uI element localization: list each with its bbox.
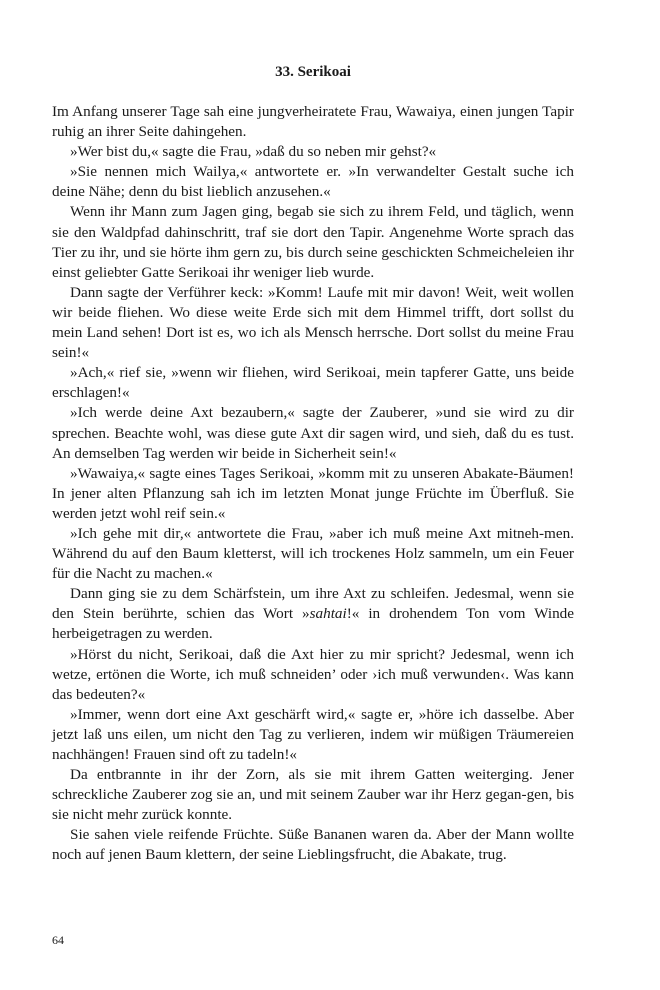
paragraph-10 [52,584,574,644]
paragraph-10-emphasis: sahtai [309,605,347,623]
paragraph-14: Sie sahen viele reifende Früchte. Süße Bananen waren da. Aber der Mann wollte noch auf jenen Baum klettern, der seine Lieblingsfrucht, die Abakate, trug. [52,826,574,864]
paragraph-7: »Ich werde deine Axt bezaubern,« sagte der Zauberer, »und sie wird zu dir sprechen. Beachte wohl, was diese gute Axt dir sagen wird, und sieh, daß du es tust. An demselben Tag werden wir beide in Sicherheit sein!« [52,404,574,462]
chapter-title: 33. Serikoai [275,64,351,80]
paragraph-10-end: !« in drohendem Ton vom Winde herbeigetragen zu werden. [52,605,574,643]
paragraph-13: Da entbrannte in ihr der Zorn, als sie mit ihrem Gatten weiterging. Jener schreckliche Zauberer zog sie an, und mit seinem Zauber war ihr Herz gegan-gen, bis sie nicht mehr zurück konnte. [52,766,574,824]
paragraph-9: »Ich gehe mit dir,« antwortete die Frau, »aber ich muß meine Axt mitneh-men. Während du auf den Baum kletterst, will ich trockenes Holz sammeln, um ein Feuer für die Nacht zu machen.« [52,524,574,583]
page-number: 64 [52,933,64,947]
paragraph-10-start: Dann ging sie zu dem Schärfstein, um ihre Axt zu schleifen. Jedesmal, wenn sie den Stein berührte, schien das Wort » [52,585,574,623]
paragraph-11: »Hörst du nicht, Serikoai, daß die Axt hier zu mir spricht? Jedesmal, wenn ich wetze, ertönen die Worte, ich muß schneiden’ oder ›ich muß verwunden‹. Was kann das bedeuten?« [52,645,574,703]
chapter-body [52,102,574,866]
paragraph-12: »Immer, wenn dort eine Axt geschärft wird,« sagte er, »höre ich dasselbe. Aber jetzt laß uns eilen, um nicht den Tag zu verlieren, indem wir müßigen Träumereien nachhängen! Frauen sind oft zu tadeln!« [52,705,574,763]
paragraph-8: »Wawaiya,« sagte eines Tages Serikoai, »komm mit zu unseren Abakate-Bäumen! In jener alten Pflanzung sah ich im letzten Monat junge Früchte im Überfluß. Sie werden jetzt wohl reif sein.« [52,464,574,522]
paragraph-3: »Sie nennen mich Wailya,« antwortete er. »In verwandelter Gestalt suche ich deine Nähe; denn du bist lieblich anzusehen.« [52,163,574,201]
paragraph-2: »Wer bist du,« sagte die Frau, »daß du so neben mir gehst?« [70,143,437,161]
paragraph-5: Dann sagte der Verführer keck: »Komm! Laufe mit mir davon! Weit, weit wollen wir beide fliehen. Wo diese weite Erde sich mit dem Himmel trifft, dort sollst du mein Land sehen! Dort ist es, wo ich als Mensch herrsche. Dort sollst du meine Frau sein!« [52,283,574,362]
paragraph-4: Wenn ihr Mann zum Jagen ging, begab sie sich zu ihrem Feld, und täglich, wenn sie den Waldpfad dahinschritt, traf sie dort den Tapir. Angenehme Worte sprach das Tier zu ihr, und sie hörte ihm gern zu, bis durch seine geschickten Schmeicheleien ihr einst geliebter Gatte Serikoai ihr weniger lieb wurde. [52,203,574,281]
paragraph-6: »Ach,« rief sie, »wenn wir fliehen, wird Serikoai, mein tapferer Gatte, uns beide erschlagen!« [52,364,574,402]
page-content [52,62,574,866]
paragraph-1: Im Anfang unserer Tage sah eine jungverheiratete Frau, Wawaiya, einen jungen Tapir ruhig an ihrer Seite dahingehen. [52,103,574,141]
